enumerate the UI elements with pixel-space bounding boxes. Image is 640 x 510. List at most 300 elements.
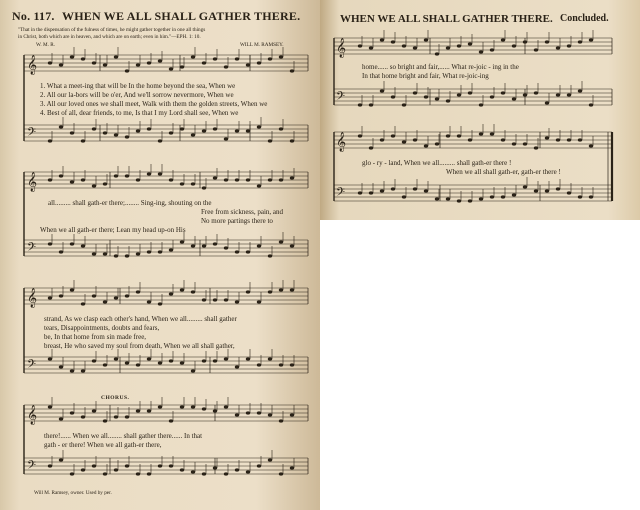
note-head (180, 240, 184, 243)
note-head (48, 139, 52, 142)
note-head (202, 407, 206, 410)
note-head (213, 57, 217, 60)
note-head (424, 95, 428, 98)
note-head (191, 182, 195, 185)
note-head (479, 103, 483, 106)
concluded-label: Concluded. (560, 13, 609, 24)
note-head (369, 103, 373, 106)
note-head (224, 357, 228, 360)
note-head (435, 142, 439, 145)
note-head (235, 300, 239, 303)
note-head (169, 419, 173, 422)
note-head (224, 246, 228, 249)
note-head (191, 290, 195, 293)
note-head (158, 172, 162, 175)
note-head (457, 93, 461, 96)
system-1-bass-staff (24, 125, 308, 141)
note-head (446, 134, 450, 137)
note-head (424, 38, 428, 41)
clefs (27, 55, 37, 475)
epigraph-line-1: "That in the dispensation of the fulness of times, he might gather together in one all things (18, 27, 206, 33)
note-head (81, 244, 85, 247)
system-2-bass-staff (24, 240, 308, 256)
note-head (81, 178, 85, 181)
right-system-2-lyric-1: glo - ry - land, When we all......... shall gath-er there ! (362, 159, 512, 167)
note-head (290, 413, 294, 416)
note-head (268, 458, 272, 461)
note-head (380, 89, 384, 92)
note-head (235, 413, 239, 416)
note-head (169, 178, 173, 181)
note-head (70, 369, 74, 372)
note-head (48, 296, 52, 299)
chorus-label: CHORUS. (101, 395, 130, 401)
note-head (279, 472, 283, 475)
note-head (290, 176, 294, 179)
note-head (435, 52, 439, 55)
verse-4-line: 4. Best of all, dear friends, to me, Is that I my Lord shall see, When we (40, 109, 239, 117)
note-head (446, 197, 450, 200)
note-head (490, 95, 494, 98)
note-head (81, 468, 85, 471)
svg-text:𝄞: 𝄞 (336, 38, 347, 58)
note-head (246, 178, 250, 181)
note-head (125, 69, 129, 72)
note-head (59, 458, 63, 461)
note-head (257, 300, 261, 303)
note-head (125, 174, 129, 177)
note-head (202, 298, 206, 301)
note-head (103, 182, 107, 185)
note-head (290, 244, 294, 247)
barlines (100, 55, 308, 474)
system-2-treble-staff (24, 172, 308, 188)
note-head (81, 57, 85, 60)
note-head (435, 97, 439, 100)
note-head (358, 44, 362, 47)
note-head (213, 466, 217, 469)
note-head (158, 302, 162, 305)
note-head (468, 91, 472, 94)
note-head (257, 61, 261, 64)
note-head (290, 363, 294, 366)
note-head (92, 61, 96, 64)
system-4-bass-staff (24, 458, 308, 474)
note-head (402, 140, 406, 143)
svg-text:𝄢: 𝄢 (27, 358, 37, 374)
note-head (235, 129, 239, 132)
note-head (59, 125, 63, 128)
note-head (246, 357, 250, 360)
note-head (70, 55, 74, 58)
note-head (92, 127, 96, 130)
note-head (125, 464, 129, 467)
right-system-2-lyric-2: When we all shall gath-er, gath-er there ! (446, 168, 561, 176)
note-head (224, 137, 228, 140)
note-head (59, 294, 63, 297)
note-head (180, 182, 184, 185)
note-head (81, 302, 85, 305)
note-head (136, 363, 140, 366)
note-head (501, 38, 505, 41)
note-head (512, 142, 516, 145)
note-head (556, 187, 560, 190)
note-head (235, 365, 239, 368)
note-head (103, 300, 107, 303)
verse-2-line: 2. All our la-bors will be o'er, And we'll sorrow nevermore, When we (40, 91, 234, 99)
note-head (202, 61, 206, 64)
note-head (257, 464, 261, 467)
note-head (257, 411, 261, 414)
note-head (512, 193, 516, 196)
note-head (136, 252, 140, 255)
note-head (169, 248, 173, 251)
note-head (180, 288, 184, 291)
system-3-bass-staff (24, 357, 308, 373)
note-head (125, 135, 129, 138)
note-head (191, 244, 195, 247)
note-head (490, 132, 494, 135)
right-clefs (336, 38, 346, 202)
system-2-lyric-4: When we all gath-er there; Lean my head up-on His (40, 226, 186, 234)
note-head (213, 176, 217, 179)
note-head (180, 405, 184, 408)
note-head (136, 290, 140, 293)
note-head (413, 138, 417, 141)
note-head (158, 250, 162, 253)
note-head (59, 417, 63, 420)
svg-text:𝄢: 𝄢 (336, 186, 346, 202)
note-head (136, 129, 140, 132)
note-head (213, 242, 217, 245)
note-head (279, 240, 283, 243)
note-head (268, 290, 272, 293)
note-head (290, 288, 294, 291)
note-head (501, 91, 505, 94)
note-head (147, 172, 151, 175)
copyright-footer: Will M. Ramsey, owner. Used by per. (34, 490, 112, 496)
note-head (48, 61, 52, 64)
verse-3-line: 3. All our loved ones we shall meet, Walk with them the golden streets, When we (40, 100, 268, 108)
note-head (81, 139, 85, 142)
note-head (567, 138, 571, 141)
note-head (358, 134, 362, 137)
note-head (246, 470, 250, 473)
note-head (457, 199, 461, 202)
note-head (268, 57, 272, 60)
note-head (490, 48, 494, 51)
note-head (358, 103, 362, 106)
final-double-barline (608, 132, 612, 201)
note-head (578, 195, 582, 198)
note-head (202, 244, 206, 247)
note-head (402, 195, 406, 198)
system-2-lyric-2: Free from sickness, pain, and (201, 208, 284, 216)
system-3-lyric-2: tears, Disappointments, doubts and fears, (44, 324, 160, 332)
note-head (136, 472, 140, 475)
note-head (147, 472, 151, 475)
note-head (490, 195, 494, 198)
note-head (48, 405, 52, 408)
note-head (578, 89, 582, 92)
note-head (578, 138, 582, 141)
note-head (479, 132, 483, 135)
note-head (191, 405, 195, 408)
note-head (545, 101, 549, 104)
system-3-lyric-4: breast, He who saved my soul from death, When we all shall gather, (44, 342, 235, 350)
note-head (213, 409, 217, 412)
note-head (556, 138, 560, 141)
note-head (257, 184, 261, 187)
note-head (103, 419, 107, 422)
note-head (479, 50, 483, 53)
note-head (114, 357, 118, 360)
note-head (169, 464, 173, 467)
note-head (534, 48, 538, 51)
note-head (48, 242, 52, 245)
note-head (213, 298, 217, 301)
note-head (114, 468, 118, 471)
note-head (545, 40, 549, 43)
note-head (202, 359, 206, 362)
note-head (191, 470, 195, 473)
svg-text:𝄞: 𝄞 (27, 55, 38, 75)
note-head (92, 464, 96, 467)
lyricist-credit: W. M. R. (36, 42, 55, 48)
right-system-1-lyric-2: In that home bright and fair, What re-joic-ing (362, 72, 489, 80)
note-head (369, 191, 373, 194)
note-head (103, 363, 107, 366)
note-head (224, 472, 228, 475)
right-system-1-bass-staff (334, 89, 612, 105)
note-head (59, 63, 63, 66)
note-head (136, 178, 140, 181)
note-head (125, 294, 129, 297)
svg-text:𝄢: 𝄢 (27, 126, 37, 142)
note-head (279, 288, 283, 291)
note-head (103, 472, 107, 475)
note-head (578, 40, 582, 43)
note-head (501, 195, 505, 198)
note-head (202, 472, 206, 475)
note-head (589, 144, 593, 147)
note-head (180, 468, 184, 471)
hymn-number: No. 117. (12, 9, 55, 23)
note-head (279, 55, 283, 58)
note-head (169, 359, 173, 362)
note-head (180, 361, 184, 364)
note-head (202, 129, 206, 132)
note-head (468, 138, 472, 141)
note-head (59, 365, 63, 368)
note-head (523, 40, 527, 43)
note-head (81, 369, 85, 372)
note-head (523, 93, 527, 96)
note-head (380, 189, 384, 192)
note-head (158, 405, 162, 408)
note-head (257, 363, 261, 366)
note-head (180, 127, 184, 130)
note-head (391, 134, 395, 137)
note-head (147, 300, 151, 303)
note-head (246, 129, 250, 132)
note-head (48, 178, 52, 181)
note-head (435, 197, 439, 200)
note-head (246, 411, 250, 414)
note-head (147, 61, 151, 64)
note-head (114, 55, 118, 58)
note-head (158, 464, 162, 467)
svg-text:𝄞: 𝄞 (27, 405, 38, 425)
note-head (380, 138, 384, 141)
note-head (235, 250, 239, 253)
note-head (523, 142, 527, 145)
note-head (446, 99, 450, 102)
note-head (402, 44, 406, 47)
note-head (479, 197, 483, 200)
note-head (290, 139, 294, 142)
note-head (545, 189, 549, 192)
note-head (512, 97, 516, 100)
note-head (235, 468, 239, 471)
note-head (103, 63, 107, 66)
note-head (224, 65, 228, 68)
right-system-1-lyric-1: home...... so bright and fair,...... What re-joic - ing in the (362, 63, 519, 71)
note-head (48, 357, 52, 360)
note-head (268, 413, 272, 416)
note-head (224, 405, 228, 408)
note-head (70, 288, 74, 291)
note-head (446, 46, 450, 49)
note-head (103, 131, 107, 134)
note-head (567, 44, 571, 47)
note-head (114, 415, 118, 418)
note-head (589, 103, 593, 106)
note-head (224, 178, 228, 181)
note-head (169, 67, 173, 70)
note-head (191, 55, 195, 58)
note-head (246, 250, 250, 253)
note-head (523, 185, 527, 188)
note-head (92, 359, 96, 362)
note-head (114, 174, 118, 177)
note-head (556, 46, 560, 49)
svg-text:𝄞: 𝄞 (27, 172, 38, 192)
note-head (468, 42, 472, 45)
note-head (279, 127, 283, 130)
note-head (268, 254, 272, 257)
note-head (279, 419, 283, 422)
note-head (545, 136, 549, 139)
note-head (125, 361, 129, 364)
note-head (512, 44, 516, 47)
note-head (457, 44, 461, 47)
note-head (114, 296, 118, 299)
note-head (224, 298, 228, 301)
note-head (147, 250, 151, 253)
note-head (92, 252, 96, 255)
note-head (567, 191, 571, 194)
right-hymn-page (320, 0, 640, 220)
note-head (413, 187, 417, 190)
note-head (391, 95, 395, 98)
note-head (158, 361, 162, 364)
note-head (213, 127, 217, 130)
chorus-lyric-1: there!...... When we all........ shall gather there...... In that (44, 432, 203, 440)
note-head (147, 127, 151, 130)
note-head (589, 195, 593, 198)
composer-credit: WILL M. RAMSEY. (240, 42, 284, 48)
note-head (391, 187, 395, 190)
note-head (147, 409, 151, 412)
note-head (424, 144, 428, 147)
note-head (257, 125, 261, 128)
note-head (279, 178, 283, 181)
note-head (191, 133, 195, 136)
note-head (180, 65, 184, 68)
note-head (279, 363, 283, 366)
system-3-lyric-3: be, In that home from sin made free, (44, 333, 147, 341)
note-head (358, 191, 362, 194)
note-head (413, 46, 417, 49)
right-note-heads (358, 30, 593, 203)
music-notation-right (320, 0, 640, 220)
note-head (70, 242, 74, 245)
note-head (213, 359, 217, 362)
svg-text:𝄞: 𝄞 (27, 288, 38, 308)
note-head (268, 139, 272, 142)
note-head (501, 138, 505, 141)
note-head (534, 146, 538, 149)
note-head (391, 40, 395, 43)
note-head (290, 466, 294, 469)
note-head (92, 294, 96, 297)
note-head (158, 59, 162, 62)
system-2-lyric-3: No more partings there to (201, 217, 273, 225)
note-head (290, 69, 294, 72)
epigraph-line-2: in Christ, both which are in heaven, and which are on earth; even in him."—EPH. 1: 10. (18, 34, 201, 40)
chorus-lyric-2: gath - er there! When we all gath-er there, (44, 441, 162, 449)
note-head (246, 290, 250, 293)
note-head (70, 472, 74, 475)
system-1-treble-staff (24, 55, 308, 71)
verse-1-line: 1. What a meet-ing that will be In the home beyond the sea, When we (40, 82, 236, 90)
note-head (70, 131, 74, 134)
note-head (468, 199, 472, 202)
system-2-lyric-1: all......... shall gath-er there;........ Sing-ing, shouting on the (48, 199, 212, 207)
note-head (191, 369, 195, 372)
note-head (268, 178, 272, 181)
note-head (567, 93, 571, 96)
note-head (114, 254, 118, 257)
note-head (246, 63, 250, 66)
note-head (125, 415, 129, 418)
note-head (534, 189, 538, 192)
note-head (457, 134, 461, 137)
note-head (556, 93, 560, 96)
system-3-treble-staff (24, 288, 308, 304)
note-head (369, 146, 373, 149)
note-head (48, 464, 52, 467)
note-head (92, 409, 96, 412)
note-head (589, 38, 593, 41)
continuation-title: WHEN WE ALL SHALL GATHER THERE. (340, 13, 553, 25)
note-head (413, 91, 417, 94)
note-head (257, 244, 261, 247)
svg-text:𝄢: 𝄢 (336, 90, 346, 106)
svg-text:𝄢: 𝄢 (27, 459, 37, 475)
note-head (169, 292, 173, 295)
